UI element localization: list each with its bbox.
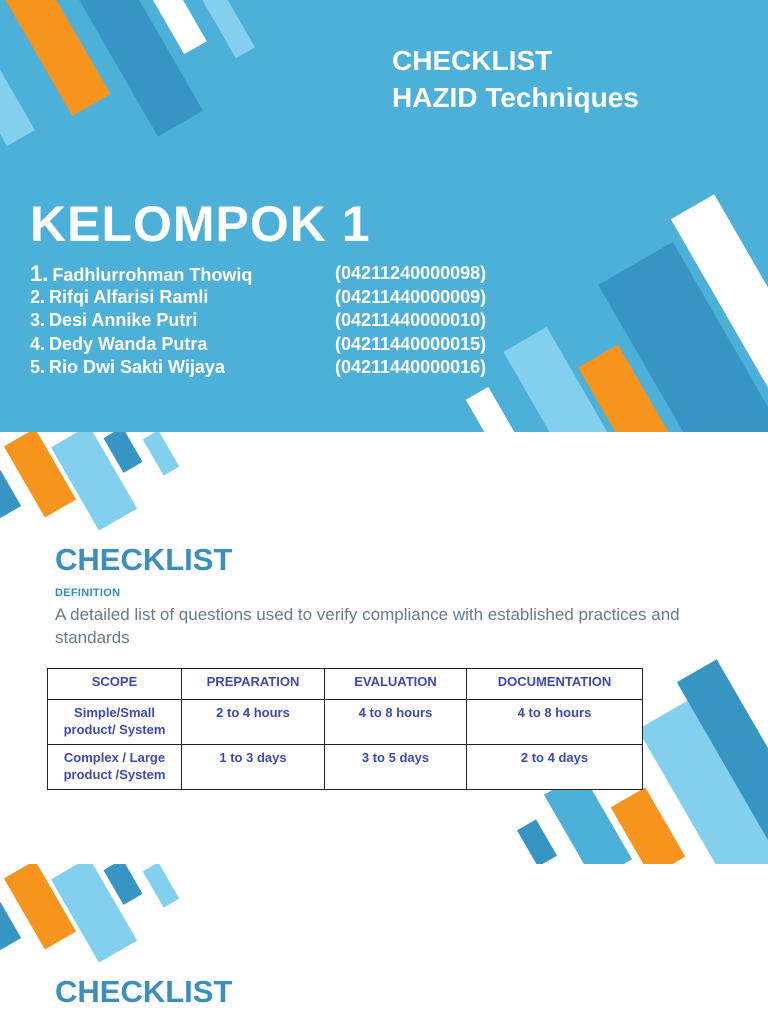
scope-table: [47, 668, 643, 790]
member-number: 4.: [30, 333, 46, 354]
member-name: Rifqi Alfarisi Ramli: [49, 286, 209, 307]
member-item: [30, 261, 487, 286]
column-header: DOCUMENTATION: [467, 669, 643, 700]
member-name: Fadhlurrohman Thowiq: [52, 265, 253, 285]
member-number: 1.: [30, 261, 49, 286]
member-name: Desi Annike Putri: [49, 310, 198, 330]
member-list: [30, 261, 487, 380]
column-header: SCOPE: [48, 669, 182, 700]
table-cell: 2 to 4 days: [467, 745, 643, 790]
member-id: (04211240000098): [335, 263, 487, 283]
member-id: (04211440000016): [335, 357, 487, 377]
member-number: 3.: [30, 310, 46, 330]
table-cell: 4 to 8 hours: [325, 700, 467, 745]
member-id: (04211440000015): [335, 333, 487, 354]
group-title: KELOMPOK 1: [30, 196, 371, 252]
slide-heading: CHECKLIST: [55, 542, 233, 577]
title-line-1: CHECKLIST: [392, 45, 553, 76]
table-cell: 3 to 5 days: [325, 745, 467, 790]
presentation-title: [392, 42, 639, 116]
table-row: [48, 745, 643, 790]
member-id: (04211440000010): [335, 310, 487, 330]
table-cell: 2 to 4 hours: [182, 700, 325, 745]
decorative-stripe: [466, 387, 529, 432]
column-header: PREPARATION: [182, 669, 325, 700]
member-item: [30, 309, 487, 333]
member-name: Rio Dwi Sakti Wijaya: [49, 357, 225, 377]
member-name: Dedy Wanda Putra: [49, 333, 208, 354]
checklist-slide: [0, 864, 768, 1024]
member-item: [30, 333, 487, 357]
member-item: [30, 356, 487, 380]
definition-text: A detailed list of questions used to verify compliance with established practices and standards: [55, 605, 680, 647]
definition-label: DEFINITION: [55, 587, 121, 599]
column-header: EVALUATION: [325, 669, 467, 700]
table-cell: Simple/Small product/ System: [48, 700, 182, 745]
table-cell: 4 to 8 hours: [467, 700, 643, 745]
decorative-stripe: [143, 864, 180, 908]
table-row: [48, 700, 643, 745]
member-id: (04211440000009): [335, 286, 487, 307]
title-slide: [0, 0, 768, 432]
table-header-row: [48, 669, 643, 700]
member-number: 2.: [30, 286, 46, 307]
table-cell: Complex / Large product /System: [48, 745, 182, 790]
decorative-stripe: [197, 0, 255, 58]
title-line-2: HAZID Techniques: [392, 82, 639, 113]
member-number: 5.: [30, 357, 46, 377]
slide-heading: CHECKLIST: [55, 974, 233, 1009]
decorative-stripe: [517, 819, 557, 864]
member-item: [30, 286, 487, 310]
table-cell: 1 to 3 days: [182, 745, 325, 790]
definition-slide: [0, 432, 768, 864]
decorative-stripe: [143, 432, 180, 476]
